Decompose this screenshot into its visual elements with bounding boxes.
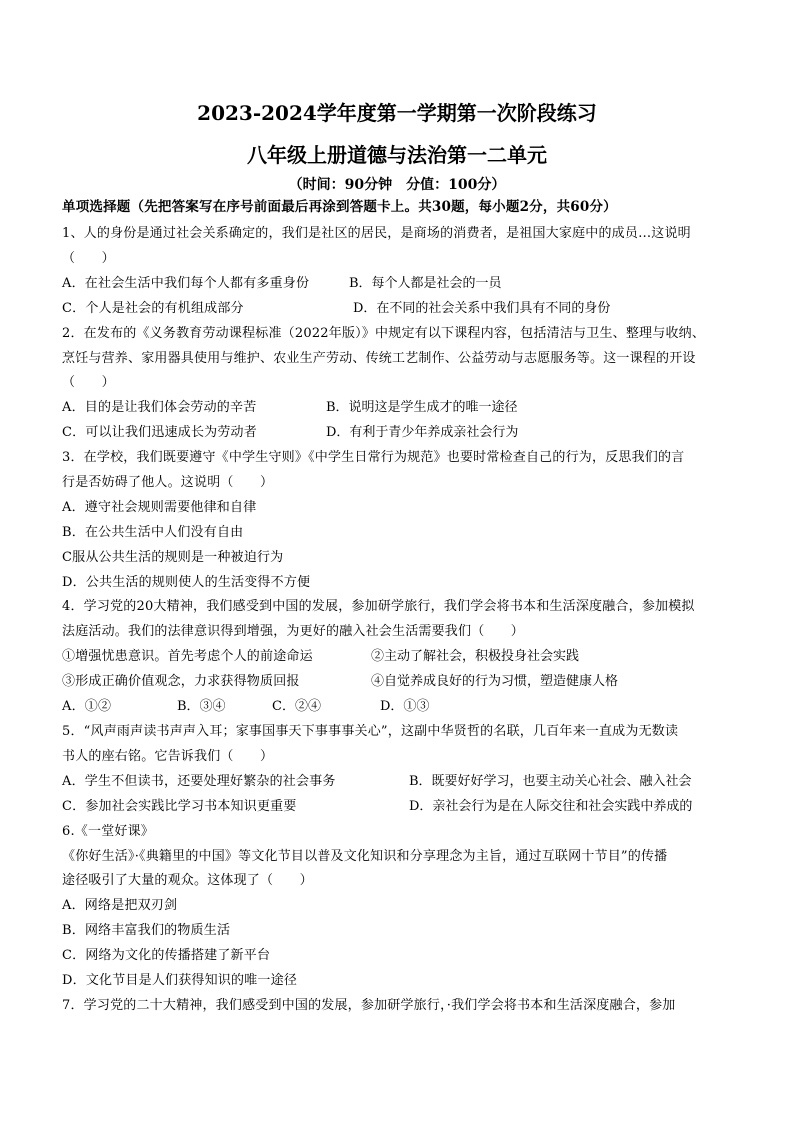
question-4-option-a: A．①②	[62, 699, 112, 714]
question-3-stem-cont: 行是否妨碍了他人。这说明（ ）	[62, 475, 274, 490]
question-1-option-b: B．每个人都是社会的一员	[349, 276, 502, 291]
question-7-stem: 7．学习党的二十大精神，我们感受到中国的发展，参加研学旅行，·我们学会将书本和生活深度融合，参加	[62, 998, 676, 1013]
question-3-option-d: D．公共生活的规则使人的生活变得不方便	[62, 575, 311, 590]
question-2-option-a: A．目的是让我们体会劳动的辛苦	[62, 400, 257, 415]
question-6-stem: 6.《一堂好课》	[62, 824, 155, 839]
question-6-stem-cont: 《你好生活》·《典籍里的中国》等文化节目以普及文化知识和分享理念为主旨，通过互联网十节目”的传播	[62, 849, 668, 864]
exam-title: 2023-2024学年度第一学期第一次阶段练习	[197, 101, 597, 125]
question-3-option-b: B．在公共生活中人们没有自由	[62, 525, 244, 540]
question-4-stem: 4．学习党的20大精神，我们感受到中国的发展，参加研学旅行，我们学会将书本和生活深度融合，参加模拟	[62, 599, 695, 614]
question-6-option-c: C．网络为文化的传播搭建了新平台	[62, 948, 271, 963]
question-4-option-c: C．②④	[272, 699, 321, 714]
question-5-stem: 5．“风声雨声读书声声入耳；家事国事天下事事事关心”，这副中华贤哲的名联，几百年来一直成为无数读	[62, 724, 679, 739]
question-1-option-d: D．在不同的社会关系中我们具有不同的身份	[353, 301, 611, 316]
question-2-option-d: D．有利于青少年养成亲社会行为	[326, 425, 519, 440]
question-4-statement-1: ①增强忧患意识。首先考虑个人的前途命运	[62, 649, 313, 664]
question-1-option-a: A．在社会生活中我们每个人都有多重身份	[62, 276, 310, 291]
question-2-stem-end: （ ）	[62, 375, 115, 390]
question-4-statement-2: ②主动了解社会，积极投身社会实践	[371, 649, 580, 664]
question-3-option-c: C服从公共生活的规则是一种被迫行为	[62, 550, 284, 565]
question-2-stem: 2．在发布的《义务教育劳动课程标准（2022年版）》中规定有以下课程内容，包括清洁与卫生、整理与收纳、	[62, 326, 706, 341]
question-2-option-c: C．可以让我们迅速成长为劳动者	[62, 425, 257, 440]
question-1-stem: 1、人的身份是通过社会关系确定的，我们是社区的居民，是商场的消费者，是祖国大家庭中的成员…这说明	[62, 226, 691, 241]
question-4-option-d: D．①③	[380, 699, 430, 714]
question-2-option-b: B．说明这是学生成才的唯一途径	[326, 400, 518, 415]
question-1-stem-cont: （ ）	[62, 251, 115, 266]
question-6-option-b: B．网络丰富我们的物质生活	[62, 923, 231, 938]
question-5-option-d: D．亲社会行为是在人际交往和社会实践中养成的	[409, 799, 693, 814]
question-2-stem-cont: 烹饪与营养、家用器具使用与维护、农业生产劳动、传统工艺制作、公益劳动与志愿服务等。这一课程的开设	[62, 351, 696, 366]
question-5-option-c: C．参加社会实践比学习书本知识更重要	[62, 799, 297, 814]
exam-meta: （时间：90分钟 分值：100分）	[288, 177, 506, 193]
question-1-option-c: C．个人是社会的有机组成部分	[62, 301, 244, 316]
question-6-stem-end: 途径吸引了大量的观众。这体现了（ ）	[62, 873, 313, 888]
question-4-statement-4: ④自觉养成良好的行为习惯，塑造健康人格	[371, 674, 619, 689]
question-4-option-b: B．③④	[177, 699, 226, 714]
exam-subtitle: 八年级上册道德与法治第一二单元	[247, 143, 547, 167]
question-3-stem: 3．在学校，我们既要遵守《中学生守则》《中学生日常行为规范》也要时常检查自己的行为，反思我们的言	[62, 450, 685, 465]
question-5-option-b: B．既要好好学习，也要主动关心社会、融入社会	[409, 774, 692, 789]
section-heading: 单项选择题（先把答案写在序号前面最后再涂到答题卡上。共30题，每小题2分，共60分）	[62, 199, 617, 215]
question-4-statement-3: ③形成正确价值观念，力求获得物质回报	[62, 674, 300, 689]
question-3-option-a: A．遵守社会规则需要他律和自律	[62, 500, 257, 515]
question-5-stem-cont: 书人的座右铭。它告诉我们（ ）	[62, 749, 274, 764]
question-6-option-a: A．网络是把双刃剑	[62, 898, 178, 913]
question-5-option-a: A．学生不但读书，还要处理好繁杂的社会事务	[62, 774, 336, 789]
question-6-option-d: D．文化节目是人们获得知识的唯一途径	[62, 973, 298, 988]
question-4-stem-cont: 法庭活动。我们的法律意识得到增强，为更好的融入社会生活需要我们（ ）	[62, 624, 525, 639]
